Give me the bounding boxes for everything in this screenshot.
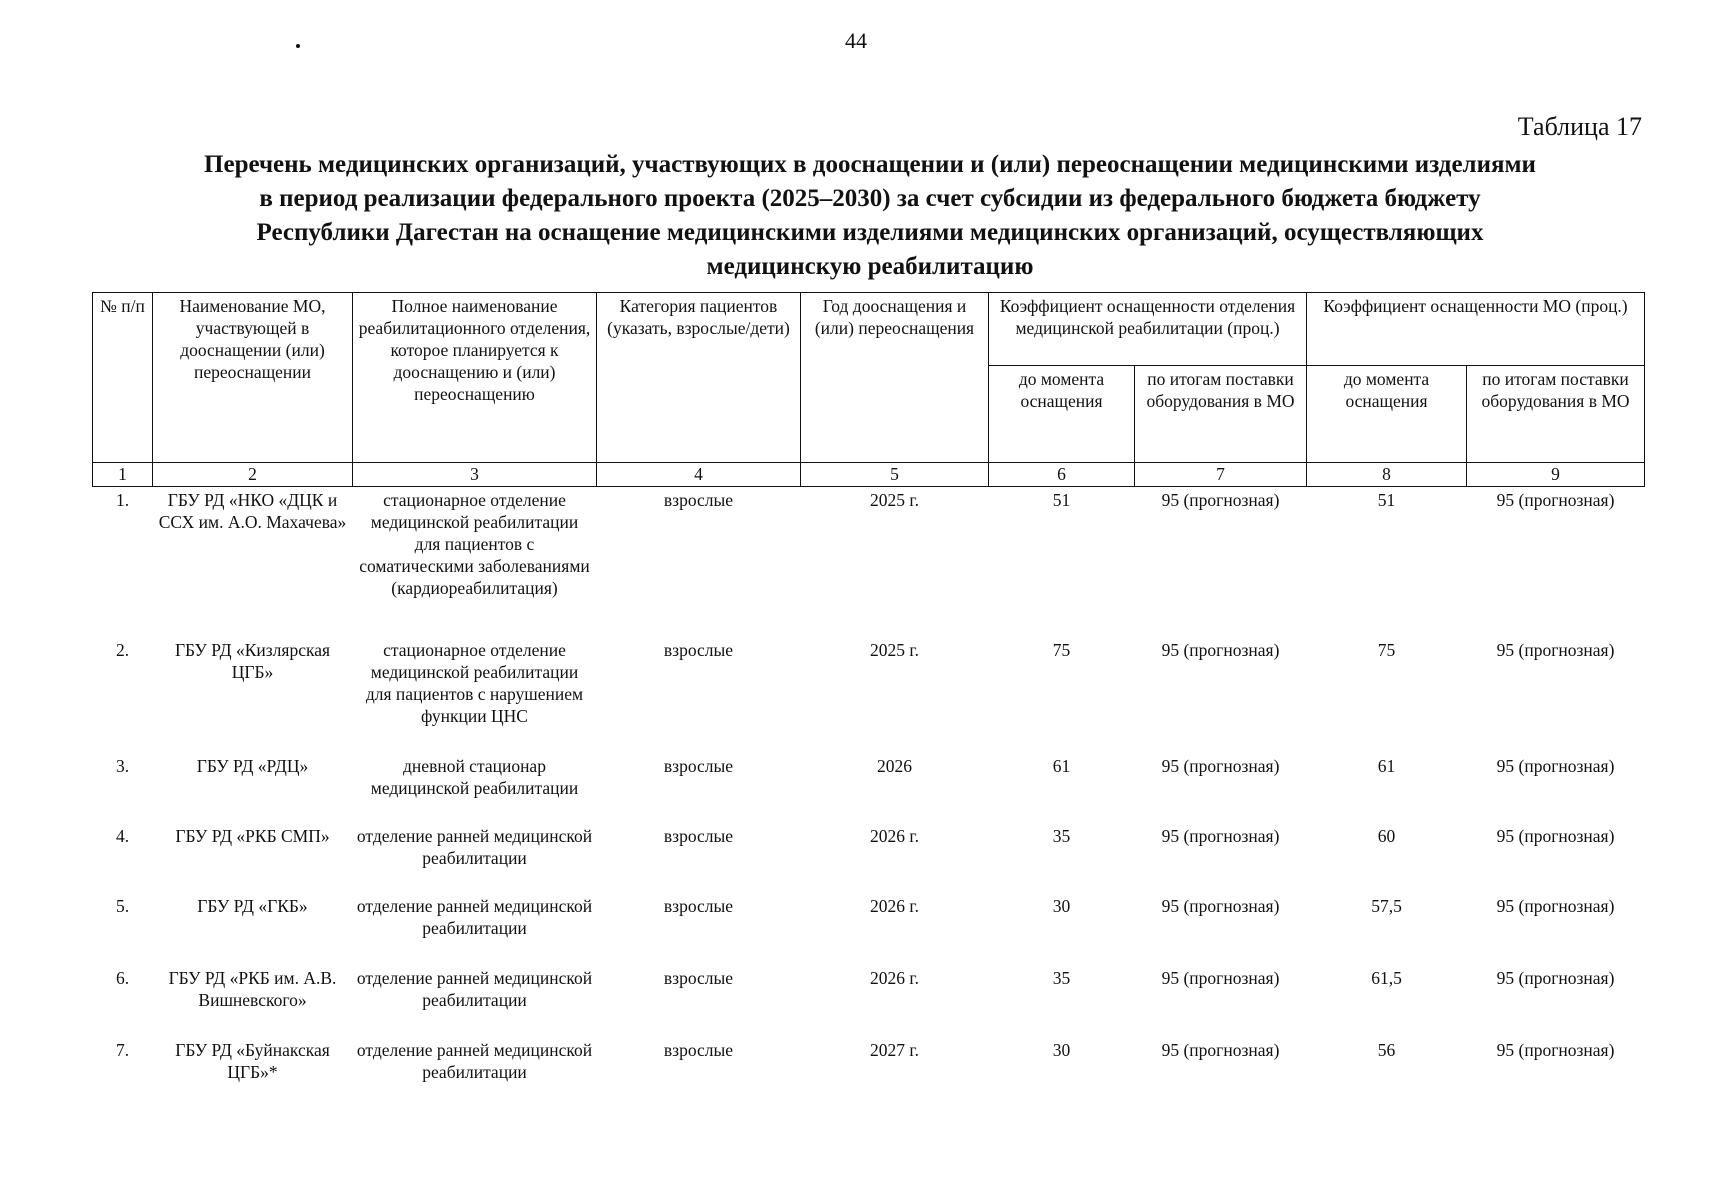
dept-coef-before: 51	[1052, 490, 1071, 510]
dept-coef-after: 95 (прогнозная)	[1161, 755, 1280, 776]
header-num: № п/п	[93, 293, 153, 463]
mo-coef-after: 95 (прогнозная)	[1496, 490, 1615, 510]
patient-category: взрослые	[663, 1039, 734, 1060]
dept-name: отделение ранней медицинской реабилитации	[356, 1039, 593, 1082]
patient-category: взрослые	[663, 755, 734, 776]
mo-coef-after: 95 (прогнозная)	[1496, 895, 1615, 916]
mo-coef-after: 95 (прогнозная)	[1496, 967, 1615, 988]
header-mo-coef: Коэффициент оснащенности МО (проц.)	[1307, 293, 1645, 366]
header-mo-after: по итогам поставки оборудования в МО	[1467, 366, 1645, 463]
row-number: 1.	[115, 490, 130, 510]
dept-name: отделение ранней медицинской реабилитации	[356, 967, 593, 1010]
title-line: Перечень медицинских организаций, участвующих в дооснащении и (или) переоснащении медицинскими изделиями	[204, 151, 1536, 178]
dept-name: стационарное отделение медицинской реабилитации для пациентов с нарушением функции ЦНС	[365, 639, 584, 726]
mo-coef-after: 95 (прогнозная)	[1496, 755, 1615, 776]
mo-name: ГБУ РД «Буйнакская ЦГБ»*	[175, 1039, 330, 1082]
title-line: в период реализации федерального проекта (2025–2030) за счет субсидии из федерального бюджета бюджету	[259, 185, 1481, 212]
mo-coef-before: 61	[1377, 755, 1396, 776]
column-number: 7	[1135, 463, 1307, 487]
dept-coef-after: 95 (прогнозная)	[1161, 967, 1280, 988]
table-row	[93, 637, 1645, 753]
mo-coef-before: 60	[1377, 825, 1396, 846]
row-number: 6.	[115, 967, 130, 988]
dept-coef-after: 95 (прогнозная)	[1161, 639, 1280, 660]
patient-category: взрослые	[663, 967, 734, 988]
column-number: 8	[1307, 463, 1467, 487]
page-number: 44	[845, 28, 867, 53]
equip-year: 2026 г.	[870, 967, 919, 988]
header-dept-name: Полное наименование реабилитационного отделения, которое планируется к дооснащению и (или) переоснащению	[353, 293, 597, 463]
medical-organizations-table	[92, 292, 1645, 1097]
equip-year: 2026	[877, 755, 912, 776]
dept-name: дневной стационар медицинской реабилитации	[370, 755, 579, 798]
dept-coef-after: 95 (прогнозная)	[1161, 490, 1280, 510]
title-line: медицинскую реабилитацию	[706, 253, 1034, 280]
header-category: Категория пациентов (указать, взрослые/дети)	[597, 293, 801, 463]
row-number: 2.	[115, 639, 130, 660]
column-number: 5	[801, 463, 989, 487]
column-number: 9	[1467, 463, 1645, 487]
table-row	[93, 893, 1645, 965]
mo-name: ГБУ РД «РКБ СМП»	[175, 825, 330, 846]
row-number: 4.	[115, 825, 130, 846]
column-number: 1	[93, 463, 153, 487]
table-row	[93, 965, 1645, 1037]
mo-name: ГБУ РД «ГКБ»	[197, 895, 308, 916]
dept-name: отделение ранней медицинской реабилитации	[356, 895, 593, 938]
patient-category: взрослые	[663, 490, 734, 510]
mo-coef-before: 57,5	[1371, 895, 1402, 916]
dept-coef-before: 61	[1052, 755, 1071, 776]
patient-category: взрослые	[663, 895, 734, 916]
header-mo-before: до момента оснащения	[1307, 366, 1467, 463]
table-row	[93, 753, 1645, 823]
table-row	[93, 823, 1645, 893]
dept-coef-before: 35	[1052, 825, 1071, 846]
patient-category: взрослые	[663, 825, 734, 846]
row-number: 3.	[115, 755, 130, 776]
column-number: 2	[153, 463, 353, 487]
dept-coef-before: 75	[1052, 639, 1071, 660]
dept-name: отделение ранней медицинской реабилитации	[356, 825, 593, 868]
header-dept-coef: Коэффициент оснащенности отделения медицинской реабилитации (проц.)	[989, 293, 1307, 366]
equip-year: 2025 г.	[870, 639, 919, 660]
dept-coef-before: 30	[1052, 1039, 1071, 1060]
mo-name: ГБУ РД «РКБ им. А.В. Вишневского»	[168, 967, 337, 1010]
column-number: 6	[989, 463, 1135, 487]
title-line: Республики Дагестан на оснащение медицинскими изделиями медицинских организаций, осуществляющих	[256, 219, 1484, 246]
dept-coef-before: 30	[1052, 895, 1071, 916]
header-mo-name: Наименование МО, участвующей в дооснащении (или) переоснащении	[153, 293, 353, 463]
mo-coef-before: 56	[1377, 1039, 1396, 1060]
equip-year: 2027 г.	[870, 1039, 919, 1060]
patient-category: взрослые	[663, 639, 734, 660]
dept-coef-before: 35	[1052, 967, 1071, 988]
mo-coef-before: 61,5	[1371, 967, 1402, 988]
equip-year: 2026 г.	[870, 825, 919, 846]
column-number: 3	[353, 463, 597, 487]
header-dept-after: по итогам поставки оборудования в МО	[1135, 366, 1307, 463]
mo-coef-after: 95 (прогнозная)	[1496, 1039, 1615, 1060]
mo-coef-before: 51	[1377, 490, 1396, 510]
dept-coef-after: 95 (прогнозная)	[1161, 825, 1280, 846]
mo-coef-after: 95 (прогнозная)	[1496, 825, 1615, 846]
dept-name: стационарное отделение медицинской реабилитации для пациентов с соматическими заболеваниями (кардиореабилитация)	[359, 490, 590, 598]
header-year: Год дооснащения и (или) переоснащения	[801, 293, 989, 463]
equip-year: 2026 г.	[870, 895, 919, 916]
table-label: Таблица 17	[1517, 112, 1642, 141]
dept-coef-after: 95 (прогнозная)	[1161, 895, 1280, 916]
document-title	[70, 148, 1670, 284]
column-number: 4	[597, 463, 801, 487]
table-row	[93, 1037, 1645, 1097]
mo-name: ГБУ РД «НКО «ДЦК и ССХ им. А.О. Махачева»	[158, 490, 347, 532]
row-number: 5.	[115, 895, 130, 916]
mo-coef-before: 75	[1377, 639, 1396, 660]
equip-year: 2025 г.	[870, 490, 919, 510]
mo-coef-after: 95 (прогнозная)	[1496, 639, 1615, 660]
dept-coef-after: 95 (прогнозная)	[1161, 1039, 1280, 1060]
mo-name: ГБУ РД «Кизлярская ЦГБ»	[174, 639, 331, 682]
row-number: 7.	[115, 1039, 130, 1060]
header-dept-before: до момента оснащения	[989, 366, 1135, 463]
mo-name: ГБУ РД «РДЦ»	[196, 755, 309, 776]
table-row	[93, 487, 1645, 637]
